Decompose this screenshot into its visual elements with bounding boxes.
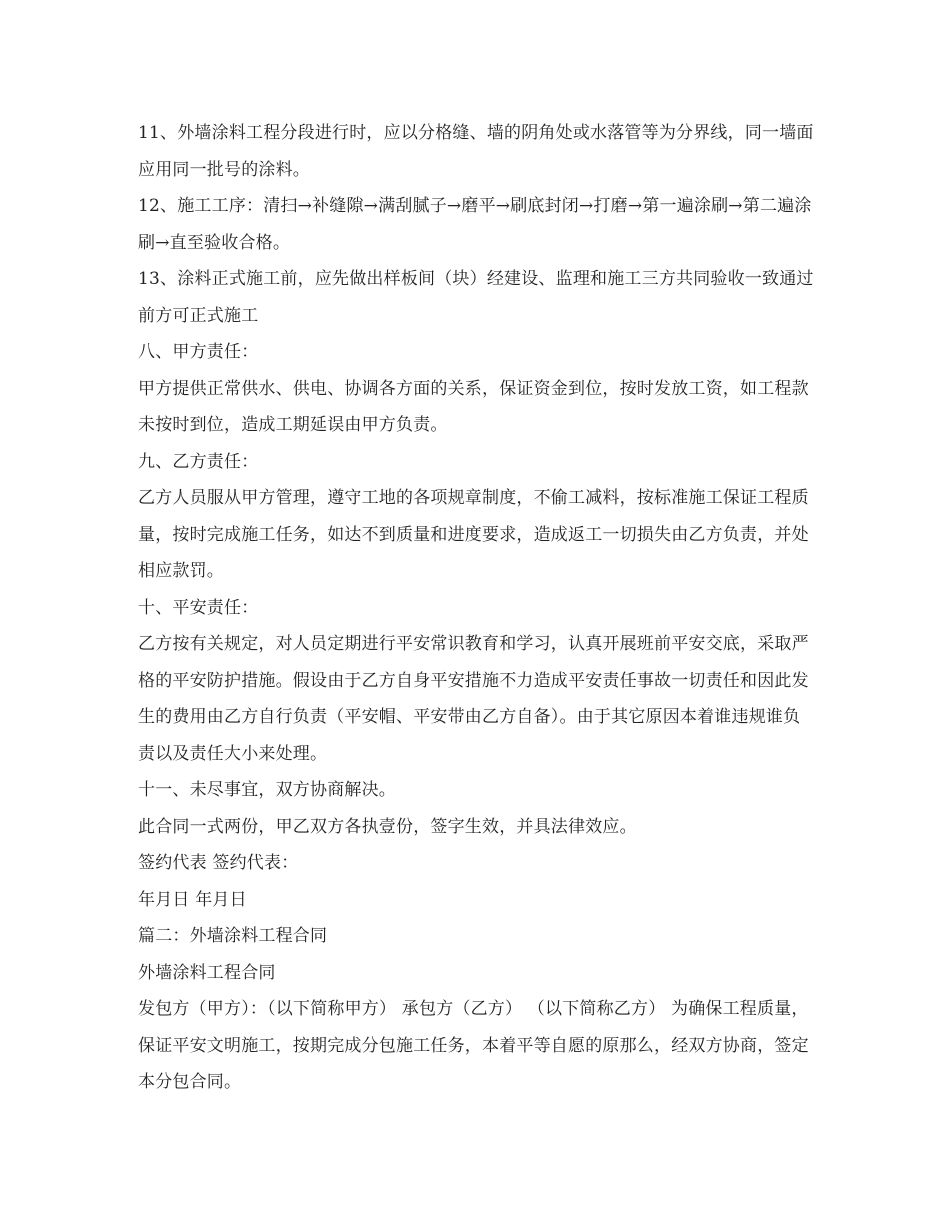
section-heading-party-b: 九、乙方责任： xyxy=(138,451,259,472)
signature-line: 签约代表 签约代表： xyxy=(138,853,299,873)
section-heading-party-a: 八、甲方责任： xyxy=(138,342,259,362)
clause-13: 13、涂料正式施工前，应先做出样板间（块）经建设、监理和施工三方共同验收一致通过前方可正式施工 xyxy=(138,269,814,326)
clause-11: 11、外墙涂料工程分段进行时，应以分格缝、墙的阴角处或水落管等为分界线，同一墙面应用同一批号的涂料。 xyxy=(138,123,814,180)
contract-copies: 此合同一式两份，甲乙双方各执壹份，签字生效，并具法律效应。 xyxy=(138,816,637,837)
clause-eleven: 十一、未尽事宜，双方协商解决。 xyxy=(138,780,396,800)
safety-responsibility: 乙方按有关规定，对人员定期进行平安常识教育和学习，认真开展班前平安交底，采取严格的平安防护措施。假设由于乙方自身平安措施不力造成平安责任事故一切责任和因此发生的费用由乙方自行负责（平安帽、平安带由乙方自备）。由于其它原因本着谁违规谁负责以及责任大小来处理。 xyxy=(138,634,809,764)
party-a-responsibility: 甲方提供正常供水、供电、协调各方面的关系，保证资金到位，按时发放工资，如工程款未按时到位，造成工期延误由甲方负责。 xyxy=(138,378,809,435)
contract-title: 外墙涂料工程合同 xyxy=(138,962,276,983)
clause-12: 12、施工工序：清扫→补缝隙→满刮腻子→磨平→刷底封闭→打磨→第一遍涂刷→第二遍涂刷→直至验收合格。 xyxy=(138,196,812,253)
section-heading-safety: 十、平安责任： xyxy=(138,597,259,618)
chapter-two-title: 篇二：外墙涂料工程合同 xyxy=(138,926,328,946)
date-line: 年月日 年月日 xyxy=(138,889,247,910)
party-b-responsibility: 乙方人员服从甲方管理，遵守工地的各项规章制度，不偷工减料，按标准施工保证工程质量，按时完成施工任务，如达不到质量和进度要求，造成返工一切损失由乙方负责，并处相应款罚。 xyxy=(138,488,809,581)
document-body xyxy=(138,115,814,1101)
contract-intro: 发包方（甲方）：（以下简称甲方） 承包方（乙方） （以下简称乙方） 为确保工程质量，保证平安文明施工，按期完成分包施工任务，本着平等自愿的原那么，经双方协商，签定本分包合同。 xyxy=(138,999,809,1092)
